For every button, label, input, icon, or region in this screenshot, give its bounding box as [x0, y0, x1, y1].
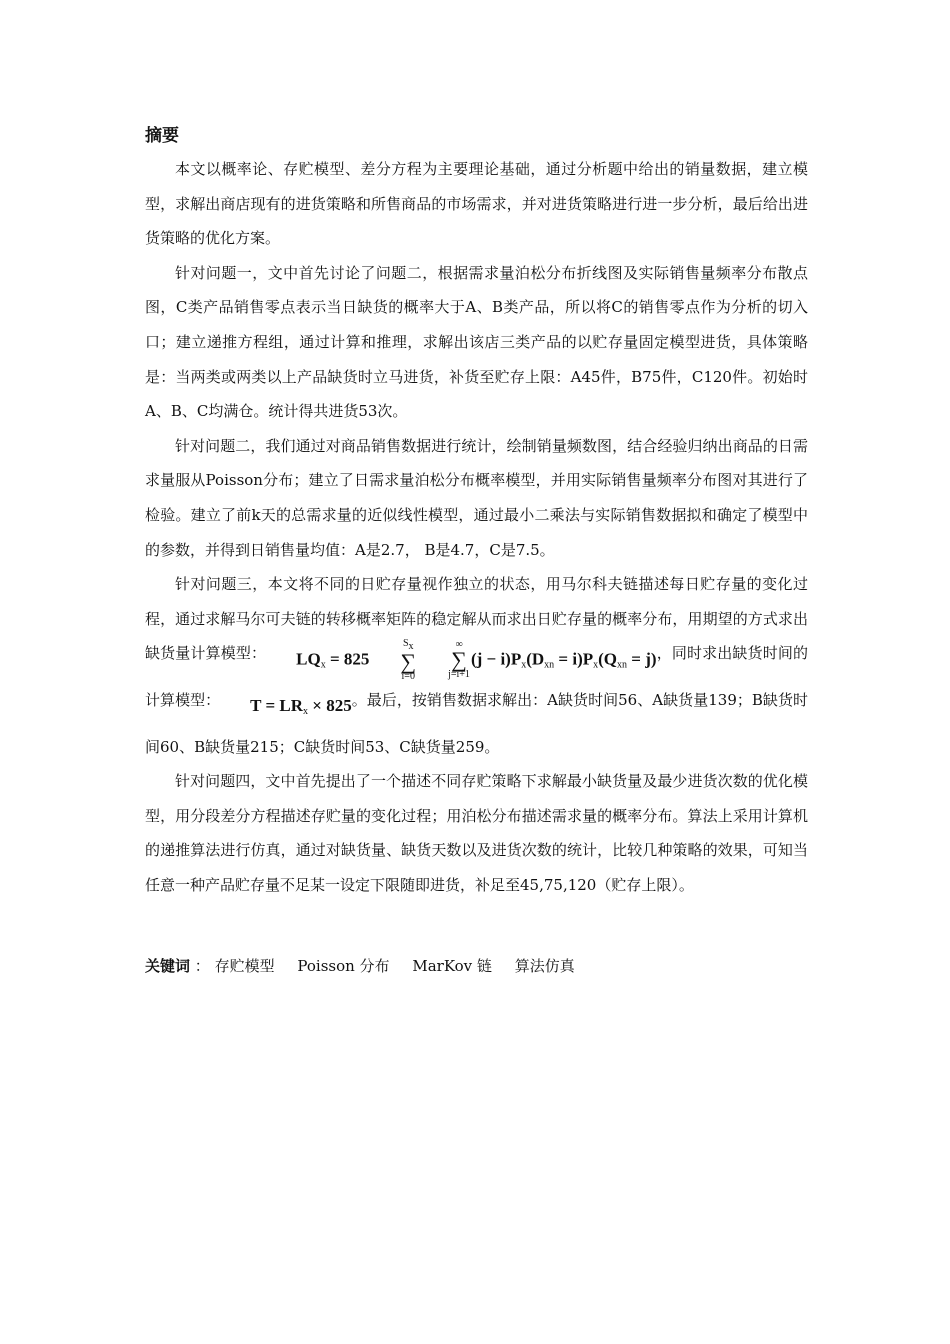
keywords-label: 关键词: [145, 957, 191, 976]
keyword-1: 存贮模型: [214, 957, 275, 976]
keyword-3: MarKov 链: [412, 957, 492, 976]
keyword-2: Poisson 分布: [297, 957, 390, 976]
paragraph-4-text-b: ，同时求出缺货时间的计算模型：: [145, 644, 808, 709]
sum-operator-j: ∞ ∑ j=i+1: [448, 639, 470, 681]
abstract-paragraph-2: 针对问题一，文中首先讨论了问题二，根据需求量泊松分布折线图及实际销售量频率分布散点图，C类产品销售零点表示当日缺货的概率大于A、B类产品，所以将C的销售零点作为分析的切入口；建立递推方程组，通过计算和推理，求解出该店三类产品的以贮存量固定模型进货，具体策略是：当两类或两类以上产品缺货时立马进货，补货至贮存上限：A45件，B75件，C120件。初始时A、B、C均满仓。统计得共进货53次。: [145, 263, 808, 421]
paragraph-4-text-a: 针对问题三，本文将不同的日贮存量视作独立的状态，用马尔科夫链描述每日贮存量的变化过程，通过求解马尔可夫链的转移概率矩阵的稳定解从而求出日贮存量的概率分布，用期望的方式求出缺货量计算模型：: [145, 575, 808, 663]
keyword-4: 算法仿真: [514, 957, 575, 976]
abstract-paragraph-4: [145, 567, 808, 764]
paragraph-4-text-c: 。最后，按销售数据求解出：A缺货时间56、A缺货量139；B缺货时间60、B缺货量215；C缺货时间53、C缺货量259。: [145, 690, 808, 756]
keywords-line: [145, 952, 808, 980]
abstract-paragraph-5: 针对问题四，文中首先提出了一个描述不同存贮策略下求解最小缺货量及最少进货次数的优化模型，用分段差分方程描述存贮量的变化过程；用泊松分布描述需求量的概率分布。算法上采用计算机的递推算法进行仿真，通过对缺货量、缺货天数以及进货次数的统计，比较几种策略的效果，可知当任意一种产品贮存量不足某一设定下限随即进货，补足至45,75,120（贮存上限）。: [145, 772, 808, 894]
sum-operator-i: $S_x$ ∑ i=0: [400, 637, 417, 682]
abstract-paragraph-3: 针对问题二，我们通过对商品销售数据进行统计，绘制销量频数图，结合经验归纳出商品的日需求量服从Poisson分布；建立了日需求量泊松分布概率模型，并用实际销售量频率分布图对其进行了检验。建立了前k天的总需求量的近似线性模型，通过最小二乘法与实际销售数据拟和确定了模型中的参数，并得到日销售量均值：A是2.7， B是4.7，C是7.5。: [145, 436, 808, 559]
abstract-heading: 摘要: [145, 126, 179, 146]
abstract-section: [145, 122, 808, 980]
shortage-quantity-formula: $LQ_x = 825$ $S_x$ ∑ i=0 ∞ ∑ j=i+1 $(j - i)P_x(D_{xn} = i)P_x(Q_{xn} = j)$: [296, 637, 657, 682]
abstract-paragraph-1: 本文以概率论、存贮模型、差分方程为主要理论基础，通过分析题中给出的销量数据，建立模型，求解出商店现有的进货策略和所售商品的市场需求，并对进货策略进行进一步分析，最后给出进货策略的优化方案。: [145, 160, 808, 248]
keywords-separator: ：: [194, 957, 210, 976]
shortage-time-formula: $T = LR_x \times 825$: [250, 695, 352, 717]
